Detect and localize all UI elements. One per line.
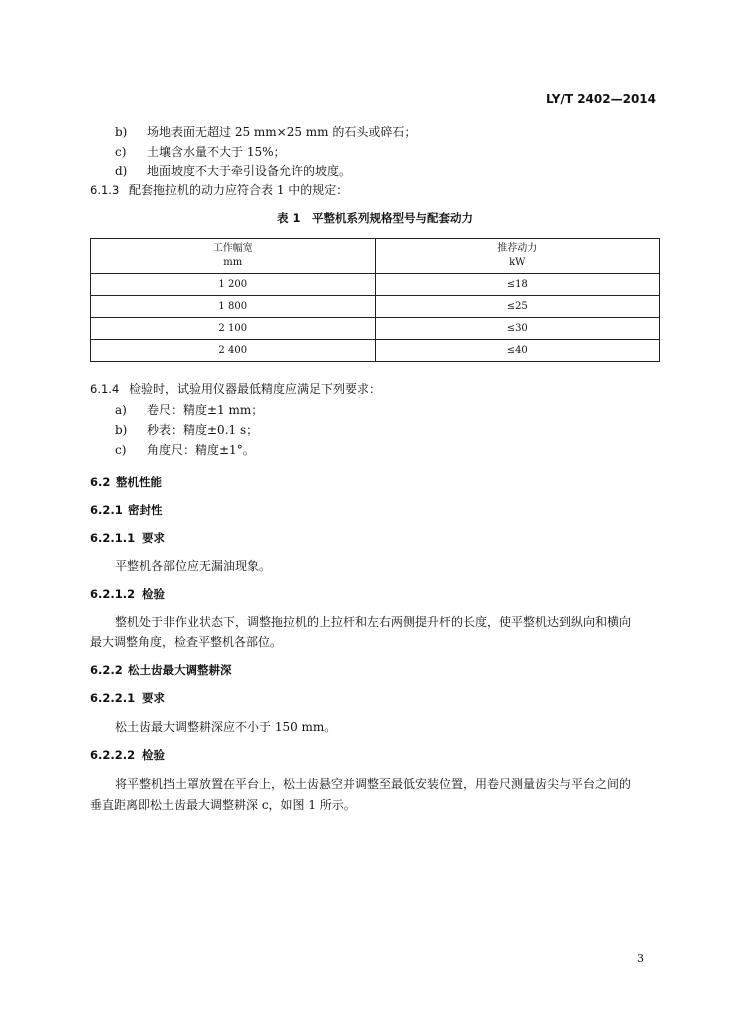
header-unit: kW (509, 257, 526, 268)
table-caption: 表 1 平整机系列规格型号与配套动力 (276, 211, 473, 225)
table-row (91, 318, 660, 340)
section-6-2-heading (90, 474, 162, 490)
section-6-2-1-heading (90, 502, 163, 518)
spec-table (90, 238, 660, 362)
section-title: 要求 (142, 691, 165, 705)
section-title: 检验 (142, 748, 165, 762)
width-cell: 2 400 (91, 340, 376, 362)
header-title: 推荐动力 (497, 243, 538, 254)
list-text: 卷尺：精度±1 mm； (147, 403, 264, 417)
width-cell: 1 200 (91, 274, 376, 296)
clause-text: 配套拖拉机的动力应符合表 1 中的规定： (129, 183, 349, 197)
clause-number: 6.1.3 (90, 183, 120, 197)
paragraph-line: 整机处于非作业状态下，调整拖拉机的上拉杆和左右两侧提升杆的长度，使平整机达到纵向和横向 (115, 615, 632, 629)
list-label: d) (115, 164, 128, 178)
power-cell: ≤18 (375, 274, 660, 296)
paragraph: 平整机各部位应无漏油现象。 (115, 559, 272, 573)
clause-number: 6.1.4 (90, 382, 120, 396)
clause-text: 检验时，试验用仪器最低精度应满足下列要求： (129, 382, 382, 396)
list-item (115, 402, 263, 418)
list-item (115, 124, 416, 140)
section-number: 6.2.2 (90, 663, 123, 677)
list-label: b) (115, 125, 128, 139)
section-number: 6.2.2.1 (90, 691, 136, 705)
list-text: 地面坡度不大于牵引设备允许的坡度。 (147, 164, 352, 178)
table-row (91, 296, 660, 318)
table-row (91, 274, 660, 296)
list-item (115, 442, 255, 458)
section-title: 整机性能 (116, 475, 162, 489)
header-cell-width (91, 239, 376, 274)
header-cell-power (375, 239, 660, 274)
section-title: 检验 (142, 587, 165, 601)
section-6-2-1-1-heading (90, 530, 165, 546)
header-title: 工作幅宽 (212, 243, 253, 254)
width-cell: 2 100 (91, 318, 376, 340)
power-cell: ≤40 (375, 340, 660, 362)
header-unit: mm (223, 257, 243, 268)
paragraph-line: 将平整机挡土罩放置在平台上，松土齿悬空并调整至最低安装位置，用卷尺测量齿尖与平台之间的 (115, 777, 632, 791)
paragraph: 松土齿最大调整耕深应不小于 150 mm。 (115, 720, 337, 734)
table-header-row (91, 239, 660, 274)
section-number: 6.2.1 (90, 503, 123, 517)
list-text: 土壤含水量不大于 15%； (147, 145, 286, 159)
paragraph-line: 最大调整角度，检查平整机各部位。 (90, 635, 283, 649)
list-label: c) (115, 145, 127, 159)
section-number: 6.2.1.2 (90, 587, 136, 601)
width-cell: 1 800 (91, 296, 376, 318)
list-text: 角度尺：精度±1°。 (147, 443, 255, 457)
section-title: 要求 (142, 531, 165, 545)
clause-6-1-3 (90, 182, 348, 198)
section-6-2-2-heading (90, 662, 232, 678)
list-label: a) (115, 403, 127, 417)
power-cell: ≤30 (375, 318, 660, 340)
list-text: 秒表：精度±0.1 s； (147, 423, 259, 437)
doc-code: LY/T 2402—2014 (545, 92, 656, 106)
list-item (115, 144, 286, 160)
section-6-2-2-2-heading (90, 747, 165, 763)
section-number: 6.2.2.2 (90, 748, 136, 762)
list-item (115, 422, 258, 438)
power-cell: ≤25 (375, 296, 660, 318)
section-title: 密封性 (128, 503, 163, 517)
section-number: 6.2.1.1 (90, 531, 136, 545)
paragraph-line: 垂直距离即松土齿最大调整耕深 c，如图 1 所示。 (90, 798, 356, 812)
list-text: 场地表面无超过 25 mm×25 mm 的石头或碎石； (147, 125, 417, 139)
list-item (115, 163, 351, 179)
list-label: c) (115, 443, 127, 457)
section-number: 6.2 (90, 475, 111, 489)
clause-6-1-4 (90, 381, 381, 397)
section-title: 松土齿最大调整耕深 (128, 663, 232, 677)
section-6-2-2-1-heading (90, 690, 165, 706)
section-6-2-1-2-heading (90, 586, 165, 602)
page-number: 3 (637, 952, 644, 965)
table-row (91, 340, 660, 362)
list-label: b) (115, 423, 128, 437)
